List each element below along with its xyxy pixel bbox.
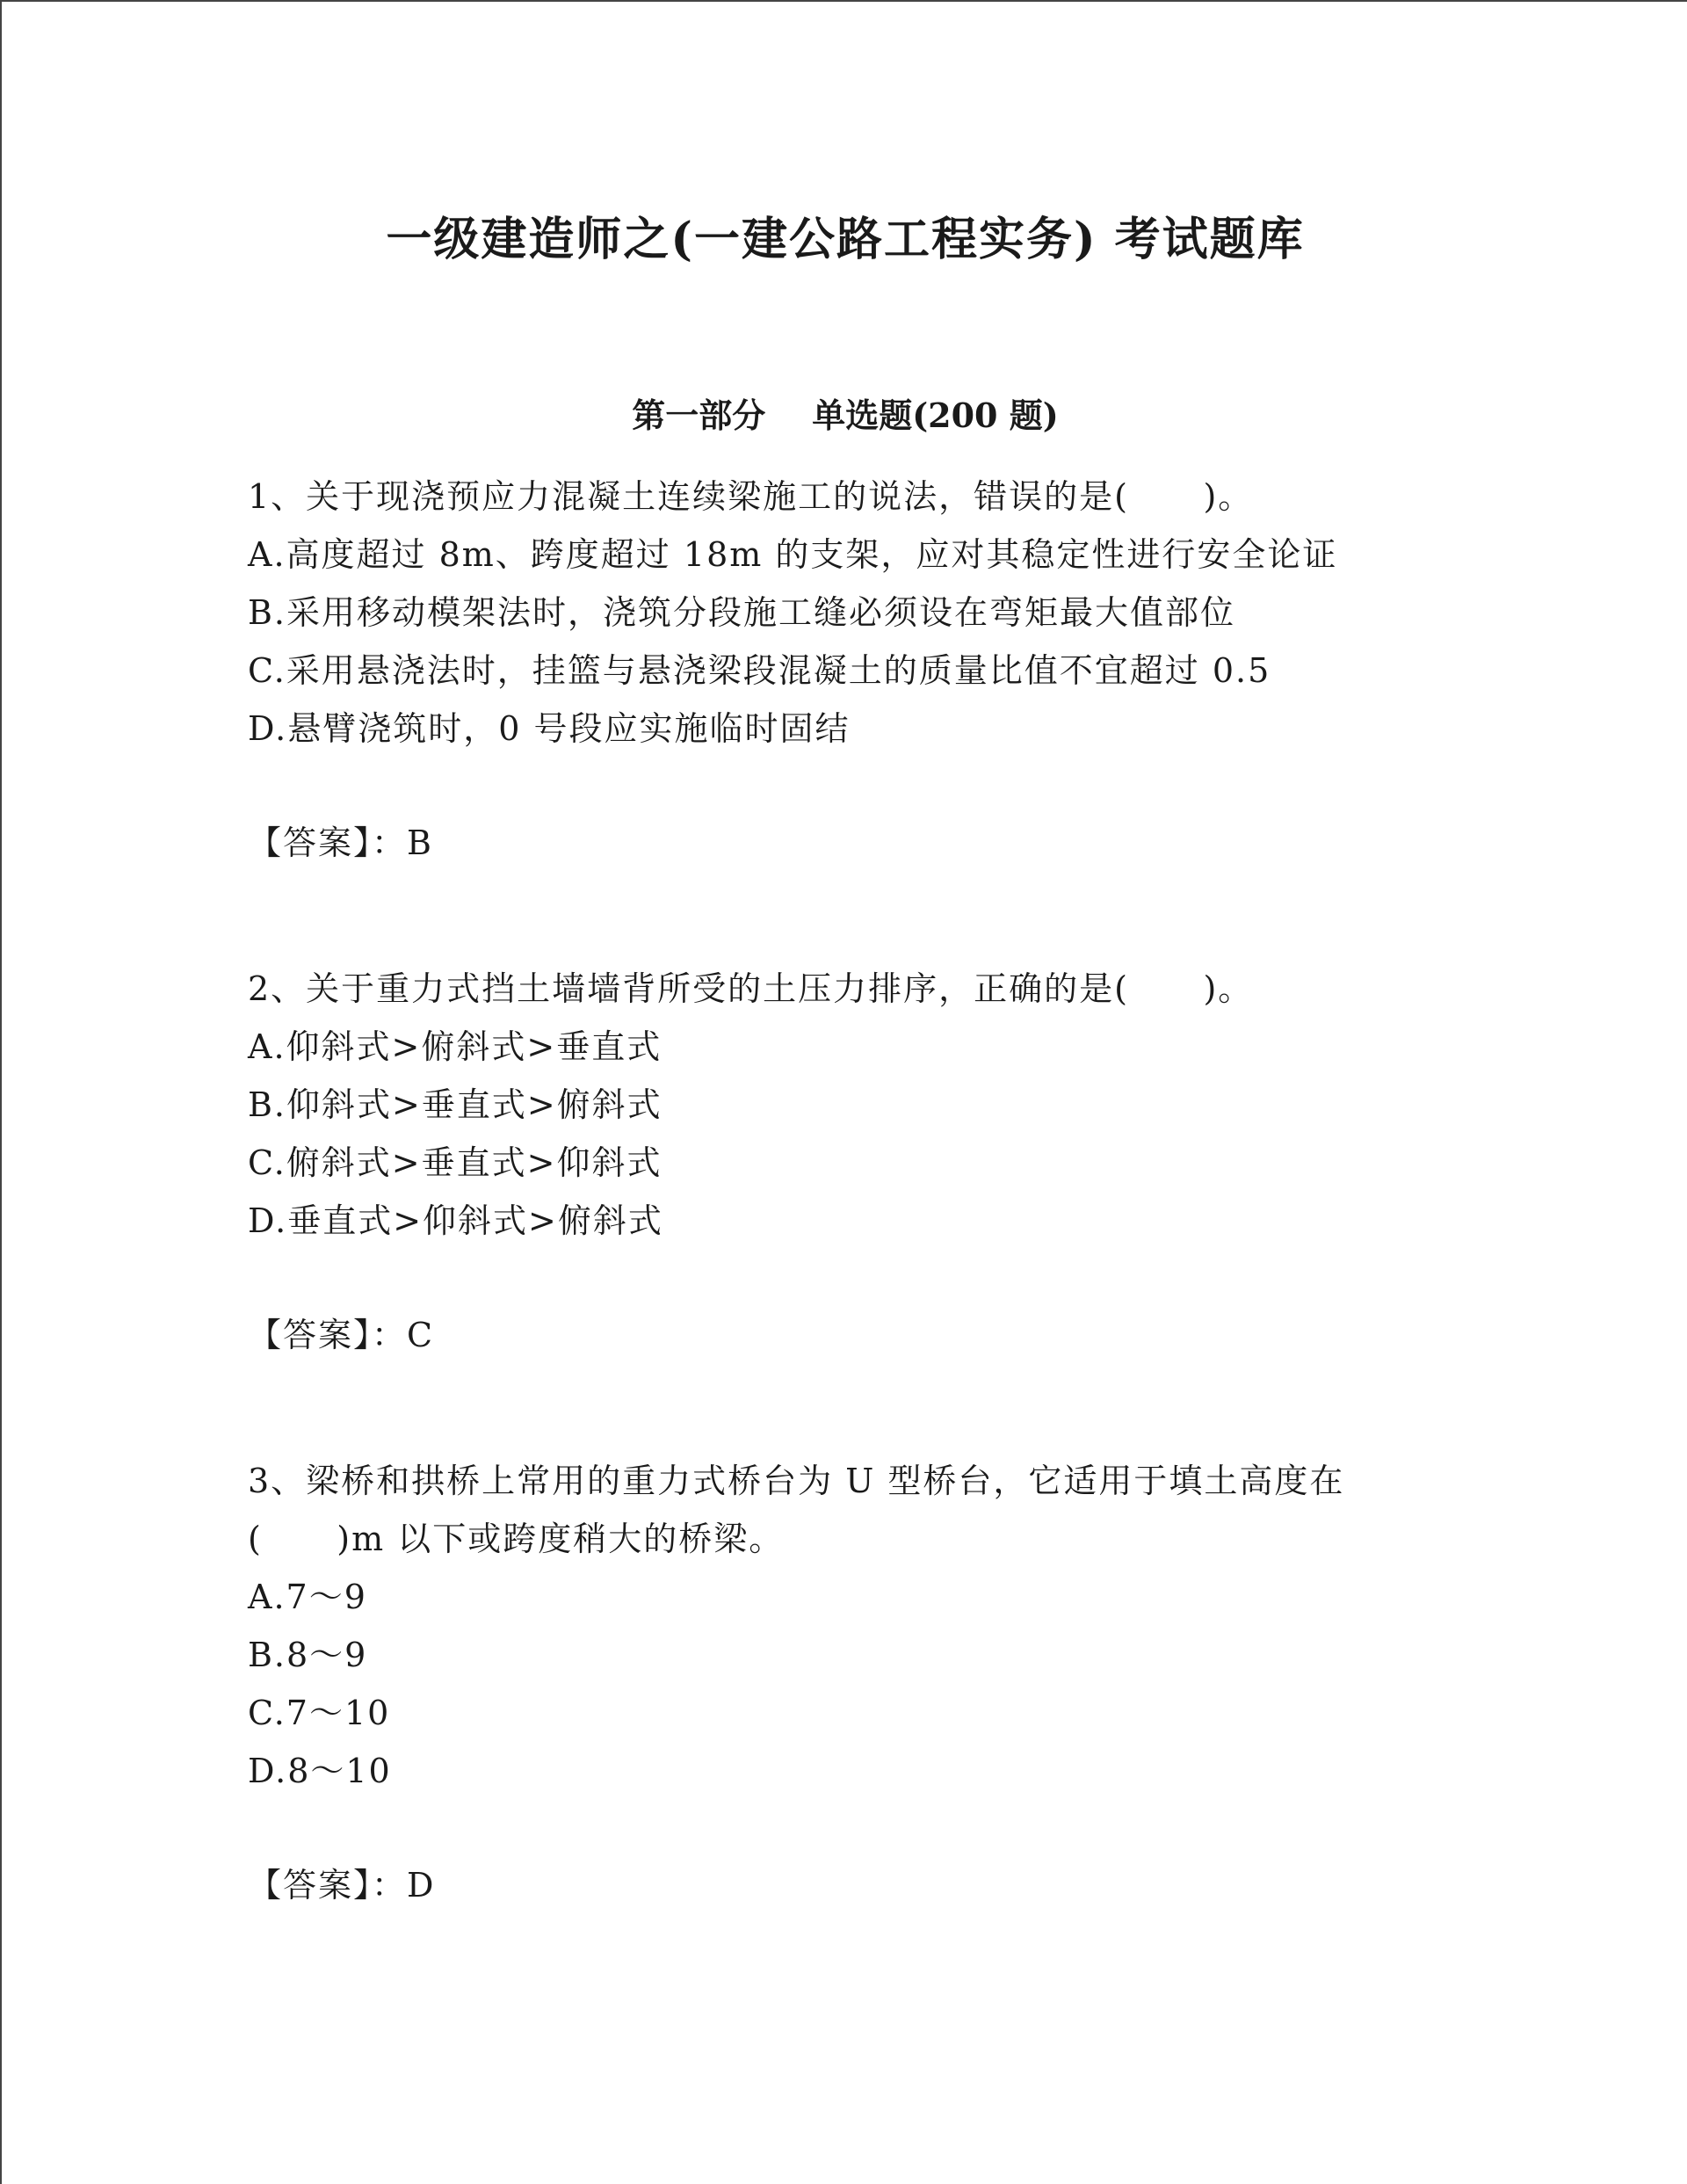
question-1 <box>248 468 1478 872</box>
question-stem: 1、关于现浇预应力混凝土连续梁施工的说法，错误的是( )。 <box>248 477 1254 516</box>
option-b: B.采用移动模架法时，浇筑分段施工缝必须设在弯矩最大值部位 <box>248 593 1236 632</box>
option-b: B.仰斜式>垂直式>俯斜式 <box>248 1085 662 1124</box>
answer-label: 【答案】：C <box>248 1316 435 1354</box>
answer-label: 【答案】：B <box>248 824 433 862</box>
question-list <box>248 468 1478 1914</box>
question-stem: 2、关于重力式挡土墙墙背所受的土压力排序，正确的是( )。 <box>248 969 1254 1008</box>
option-d: D.垂直式>仰斜式>俯斜式 <box>248 1201 663 1240</box>
question-stem-continued: ( )m 以下或跨度稍大的桥梁。 <box>248 1520 785 1558</box>
question-spacer <box>248 872 1478 960</box>
option-c: C.俯斜式>垂直式>仰斜式 <box>248 1143 662 1182</box>
question-2 <box>248 960 1478 1364</box>
option-a: A.仰斜式>俯斜式>垂直式 <box>248 1027 662 1066</box>
option-a: A.7～9 <box>248 1578 367 1616</box>
option-d: D.8～10 <box>248 1752 392 1790</box>
option-c: C.采用悬浇法时，挂篮与悬浇梁段混凝土的质量比值不宜超过 0.5 <box>248 651 1271 690</box>
option-b: B.8～9 <box>248 1636 368 1674</box>
document-title: 一级建造师之(一建公路工程实务) 考试题库 <box>386 213 1305 266</box>
question-spacer <box>248 1364 1478 1452</box>
question-3 <box>248 1452 1478 1914</box>
option-d: D.悬臂浇筑时，0 号段应实施临时固结 <box>248 709 851 748</box>
option-a: A.高度超过 8m、跨度超过 18m 的支架，应对其稳定性进行安全论证 <box>248 535 1338 574</box>
answer-label: 【答案】：D <box>248 1866 436 1905</box>
option-c: C.7～10 <box>248 1694 391 1732</box>
question-stem: 3、梁桥和拱桥上常用的重力式桥台为 U 型桥台，它适用于填土高度在 <box>248 1462 1345 1500</box>
section-heading: 第一部分 单选题(200 题) <box>632 395 1059 435</box>
